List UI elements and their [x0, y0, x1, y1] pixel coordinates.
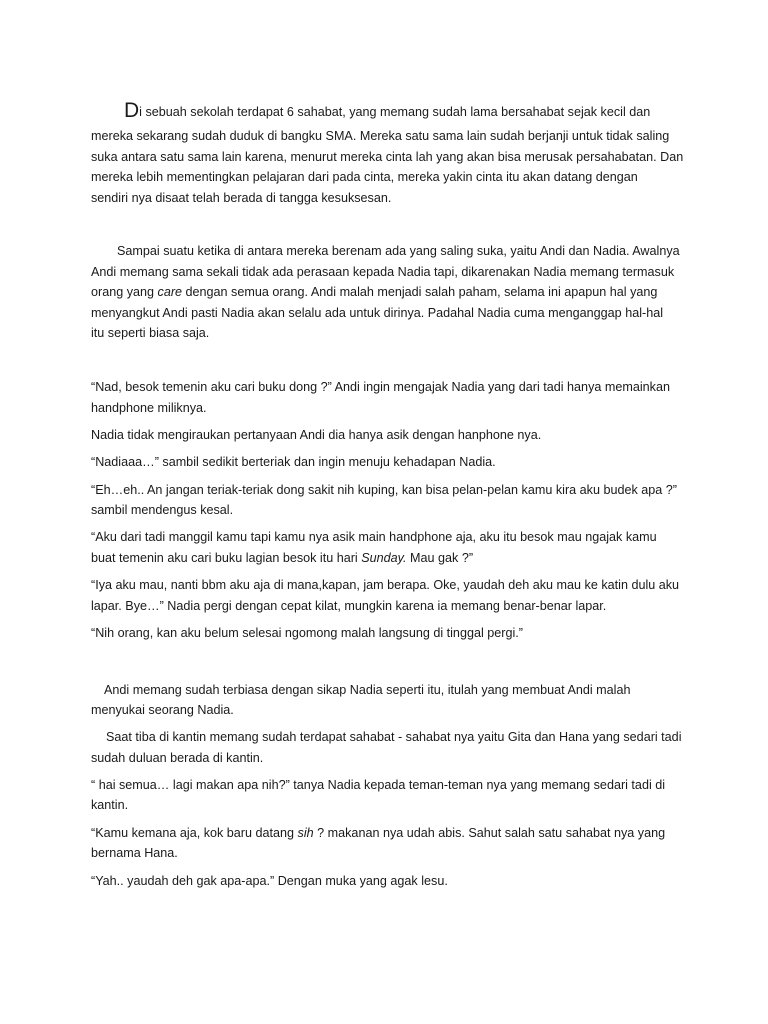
text: Mau gak ?”	[406, 551, 474, 565]
emphasis-text: Sunday.	[361, 551, 407, 565]
dialogue-8-line-1: “ hai semua… lagi makan apa nih?” tanya Nadia kepada teman-teman nya yang memang sedari tadi di	[91, 778, 666, 792]
drop-cap: D	[124, 99, 140, 122]
paragraph-2-line-5: itu seperti biasa saja.	[91, 326, 210, 340]
dialogue-8-line-2: kantin.	[91, 798, 129, 812]
text: “Kamu kemana aja, kok baru datang	[91, 826, 298, 840]
paragraph-4-line-1: Saat tiba di kantin memang sudah terdapat sahabat - sahabat nya yaitu Gita dan Hana yang sedari tadi	[106, 730, 682, 744]
paragraph-1-line-3: suka antara satu sama lain karena, menurut mereka cinta lah yang akan bisa merusak persahabatan. Dan	[91, 150, 684, 164]
dialogue-2-line-1: Nadia tidak mengiraukan pertanyaan Andi dia hanya asik dengan hanphone nya.	[91, 428, 542, 442]
paragraph-1-line-2: mereka sekarang sudah duduk di bangku SMA. Mereka satu sama lain sudah berjanji untuk tidak saling	[91, 129, 670, 143]
dialogue-9-line-2: bernama Hana.	[91, 846, 178, 860]
dialogue-3-line-1: “Nadiaaa…” sambil sedikit berteriak dan ingin menuju kehadapan Nadia.	[91, 455, 496, 469]
emphasis-text: sih	[297, 826, 314, 840]
paragraph-1-line-1	[124, 99, 651, 122]
text: ? makanan nya udah abis. Sahut salah satu sahabat nya yang	[313, 826, 666, 840]
paragraph-1-line-4: mereka lebih mementingkan pelajaran dari pada cinta, mereka yakin cinta itu akan datang dengan	[91, 170, 638, 184]
dialogue-7-line-1: “Nih orang, kan aku belum selesai ngomong malah langsung di tinggal pergi.”	[91, 626, 523, 640]
dialogue-6-line-2: lapar. Bye…” Nadia pergi dengan cepat kilat, mungkin karena ia memang benar-benar lapar.	[91, 599, 607, 613]
paragraph-2-line-2: Andi memang sama sekali tidak ada perasaan kepada Nadia tapi, dikarenakan Nadia memang termasuk	[91, 265, 675, 279]
emphasis-text: care	[157, 285, 183, 299]
dialogue-10-line-1: “Yah.. yaudah deh gak apa-apa.” Dengan muka yang agak lesu.	[91, 874, 448, 888]
paragraph-3-line-2: menyukai seorang Nadia.	[91, 703, 234, 717]
dialogue-5-line-2	[91, 550, 473, 566]
dialogue-1-line-1: “Nad, besok temenin aku cari buku dong ?” Andi ingin mengajak Nadia yang dari tadi hanya memainkan	[91, 380, 670, 394]
dialogue-1-line-2: handphone miliknya.	[91, 401, 207, 415]
text: buat temenin aku cari buku lagian besok itu hari	[91, 551, 362, 565]
dialogue-5-line-1: “Aku dari tadi manggil kamu tapi kamu nya asik main handphone aja, aku itu besok mau ngajak kamu	[91, 530, 657, 544]
paragraph-2-line-1: Sampai suatu ketika di antara mereka berenam ada yang saling suka, yaitu Andi dan Nadia. Awalnya	[117, 244, 680, 258]
paragraph-1-line-5: sendiri nya disaat telah berada di tangga kesuksesan.	[91, 191, 392, 205]
paragraph-2-line-3	[91, 284, 657, 300]
dialogue-4-line-1: “Eh…eh.. An jangan teriak-teriak dong sakit nih kuping, kan bisa pelan-pelan kamu kira aku budek apa ?”	[91, 483, 677, 497]
dialogue-9-line-1	[91, 825, 665, 841]
paragraph-2-line-4: menyangkut Andi pasti Nadia akan selalu ada untuk dirinya. Padahal Nadia cuma menganggap hal-hal	[91, 306, 663, 320]
paragraph-4-line-2: sudah duluan berada di kantin.	[91, 751, 264, 765]
text: i sebuah sekolah terdapat 6 sahabat, yang memang sudah lama bersahabat sejak kecil dan	[139, 105, 651, 119]
dialogue-6-line-1: “Iya aku mau, nanti bbm aku aja di mana,kapan, jam berapa. Oke, yaudah deh aku mau ke katin dulu aku	[91, 578, 680, 592]
dialogue-4-line-2: sambil mendengus kesal.	[91, 503, 234, 517]
text: orang yang	[91, 285, 158, 299]
text: dengan semua orang. Andi malah menjadi salah paham, selama ini apapun hal yang	[182, 285, 658, 299]
paragraph-3-line-1: Andi memang sudah terbiasa dengan sikap Nadia seperti itu, itulah yang membuat Andi malah	[104, 683, 631, 697]
